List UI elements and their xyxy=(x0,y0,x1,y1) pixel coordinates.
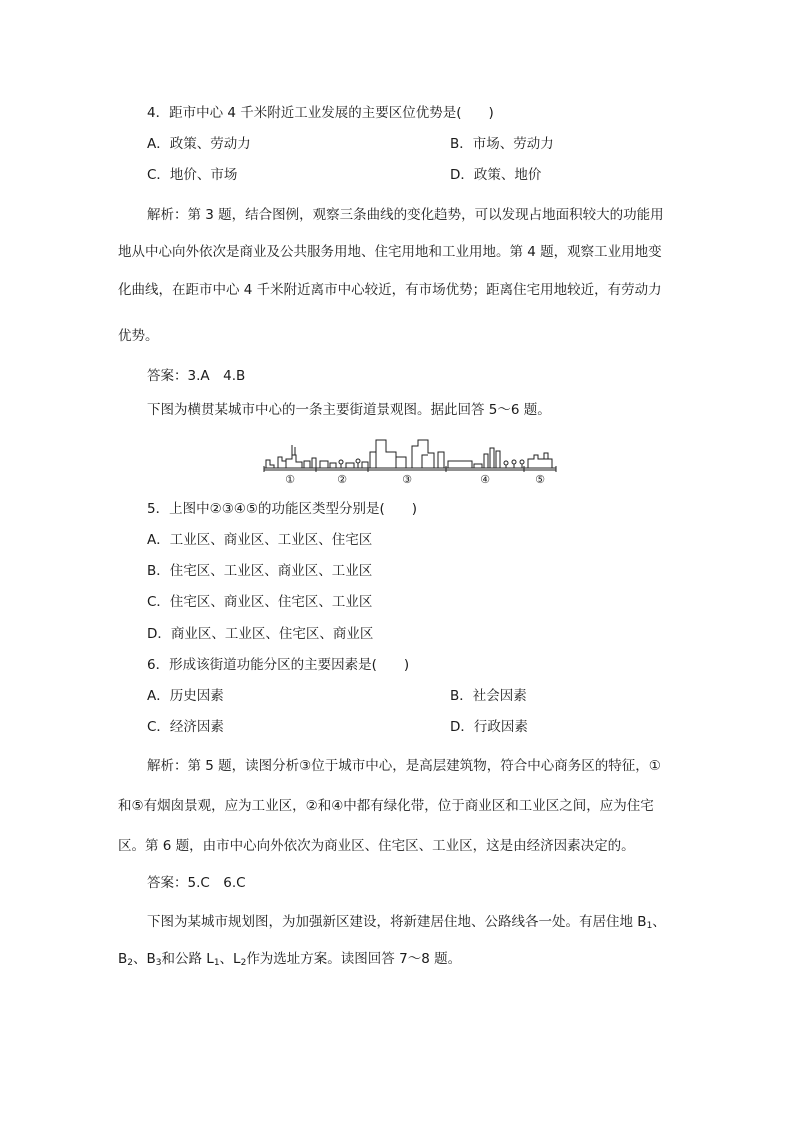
intro3-sub-l1: 1 xyxy=(213,958,220,968)
answer1: 答案：3.A 4.B xyxy=(147,368,246,384)
analysis1-line2: 地从中心向外依次是商业及公共服务用地、住宅用地和工业用地。第 4 题，观察工业用地变 xyxy=(118,244,662,260)
intro3-text-end: 作为选址方案。读图回答 7～8 题。 xyxy=(246,951,462,967)
intro3-text-a: 下图为某城市规划图，为加强新区建设，将新建居住地、公路线各一处。有居住地 B xyxy=(147,914,647,930)
intro3-sub-b2: 2 xyxy=(127,958,133,968)
zone-label-4: ④ xyxy=(480,473,490,486)
intro3-text-b2: B xyxy=(118,951,128,967)
intro3-text-b3: 、B xyxy=(133,951,156,967)
q4-option-c: C．地价、市场 xyxy=(147,167,238,183)
q5-option-c: C．住宅区、商业区、住宅区、工业区 xyxy=(147,594,373,610)
intro-street-figure: 下图为横贯某城市中心的一条主要街道景观图。据此回答 5～6 题。 xyxy=(147,402,551,418)
intro3-sub-b3: 3 xyxy=(155,958,162,968)
q5-stem: 5．上图中②③④⑤的功能区类型分别是( ) xyxy=(147,501,418,517)
analysis1-line1: 解析：第 3 题，结合图例，观察三条曲线的变化趋势，可以发现占地面积较大的功能用 xyxy=(147,207,664,223)
analysis1-line3: 化曲线，在距市中心 4 千米附近离市中心较近，有市场优势；距离住宅用地较近，有劳动力 xyxy=(118,282,662,298)
analysis2-line1: 解析：第 5 题，读图分析③位于城市中心，是高层建筑物，符合中心商务区的特征，① xyxy=(147,758,661,774)
q4-option-d: D．政策、地价 xyxy=(450,167,542,183)
intro3-sub-b1: 1 xyxy=(646,921,653,931)
zone-label-1: ① xyxy=(285,473,295,486)
q6-option-d: D．行政因素 xyxy=(450,719,528,735)
street-landscape-figure xyxy=(262,431,558,489)
q6-option-a: A．历史因素 xyxy=(147,688,224,704)
zone-label-3: ③ xyxy=(402,473,412,486)
q6-option-c: C．经济因素 xyxy=(147,719,224,735)
q6-stem: 6．形成该街道功能分区的主要因素是( ) xyxy=(147,657,410,673)
q4-stem: 4．距市中心 4 千米附近工业发展的主要区位优势是( ) xyxy=(147,105,494,121)
q5-option-a: A．工业区、商业区、工业区、住宅区 xyxy=(147,532,373,548)
intro-planning-line1 xyxy=(147,913,666,935)
intro3-sub-l2: 2 xyxy=(240,958,247,968)
answer2: 答案：5.C 6.C xyxy=(147,875,246,891)
q4-option-b: B．市场、劳动力 xyxy=(450,136,554,152)
intro-planning-line2 xyxy=(118,950,461,972)
q5-option-b: B．住宅区、工业区、商业区、工业区 xyxy=(147,563,373,579)
zone-label-5: ⑤ xyxy=(535,473,545,486)
analysis2-line2: 和⑤有烟囱景观，应为工业区，②和④中都有绿化带，位于商业区和工业区之间，应为住宅 xyxy=(118,798,654,814)
q6-option-b: B．社会因素 xyxy=(450,688,527,704)
analysis1-line4: 优势。 xyxy=(118,328,159,344)
analysis2-line3: 区。第 6 题，由市中心向外依次为商业区、住宅区、工业区，这是由经济因素决定的。 xyxy=(118,838,635,854)
q4-option-a: A．政策、劳动力 xyxy=(147,136,251,152)
intro3-text-l1: 和公路 L xyxy=(161,951,214,967)
intro3-text-comma: 、 xyxy=(652,914,666,930)
q5-option-d: D．商业区、工业区、住宅区、商业区 xyxy=(147,626,374,642)
zone-label-2: ② xyxy=(337,473,347,486)
intro3-text-l2: 、L xyxy=(219,951,241,967)
